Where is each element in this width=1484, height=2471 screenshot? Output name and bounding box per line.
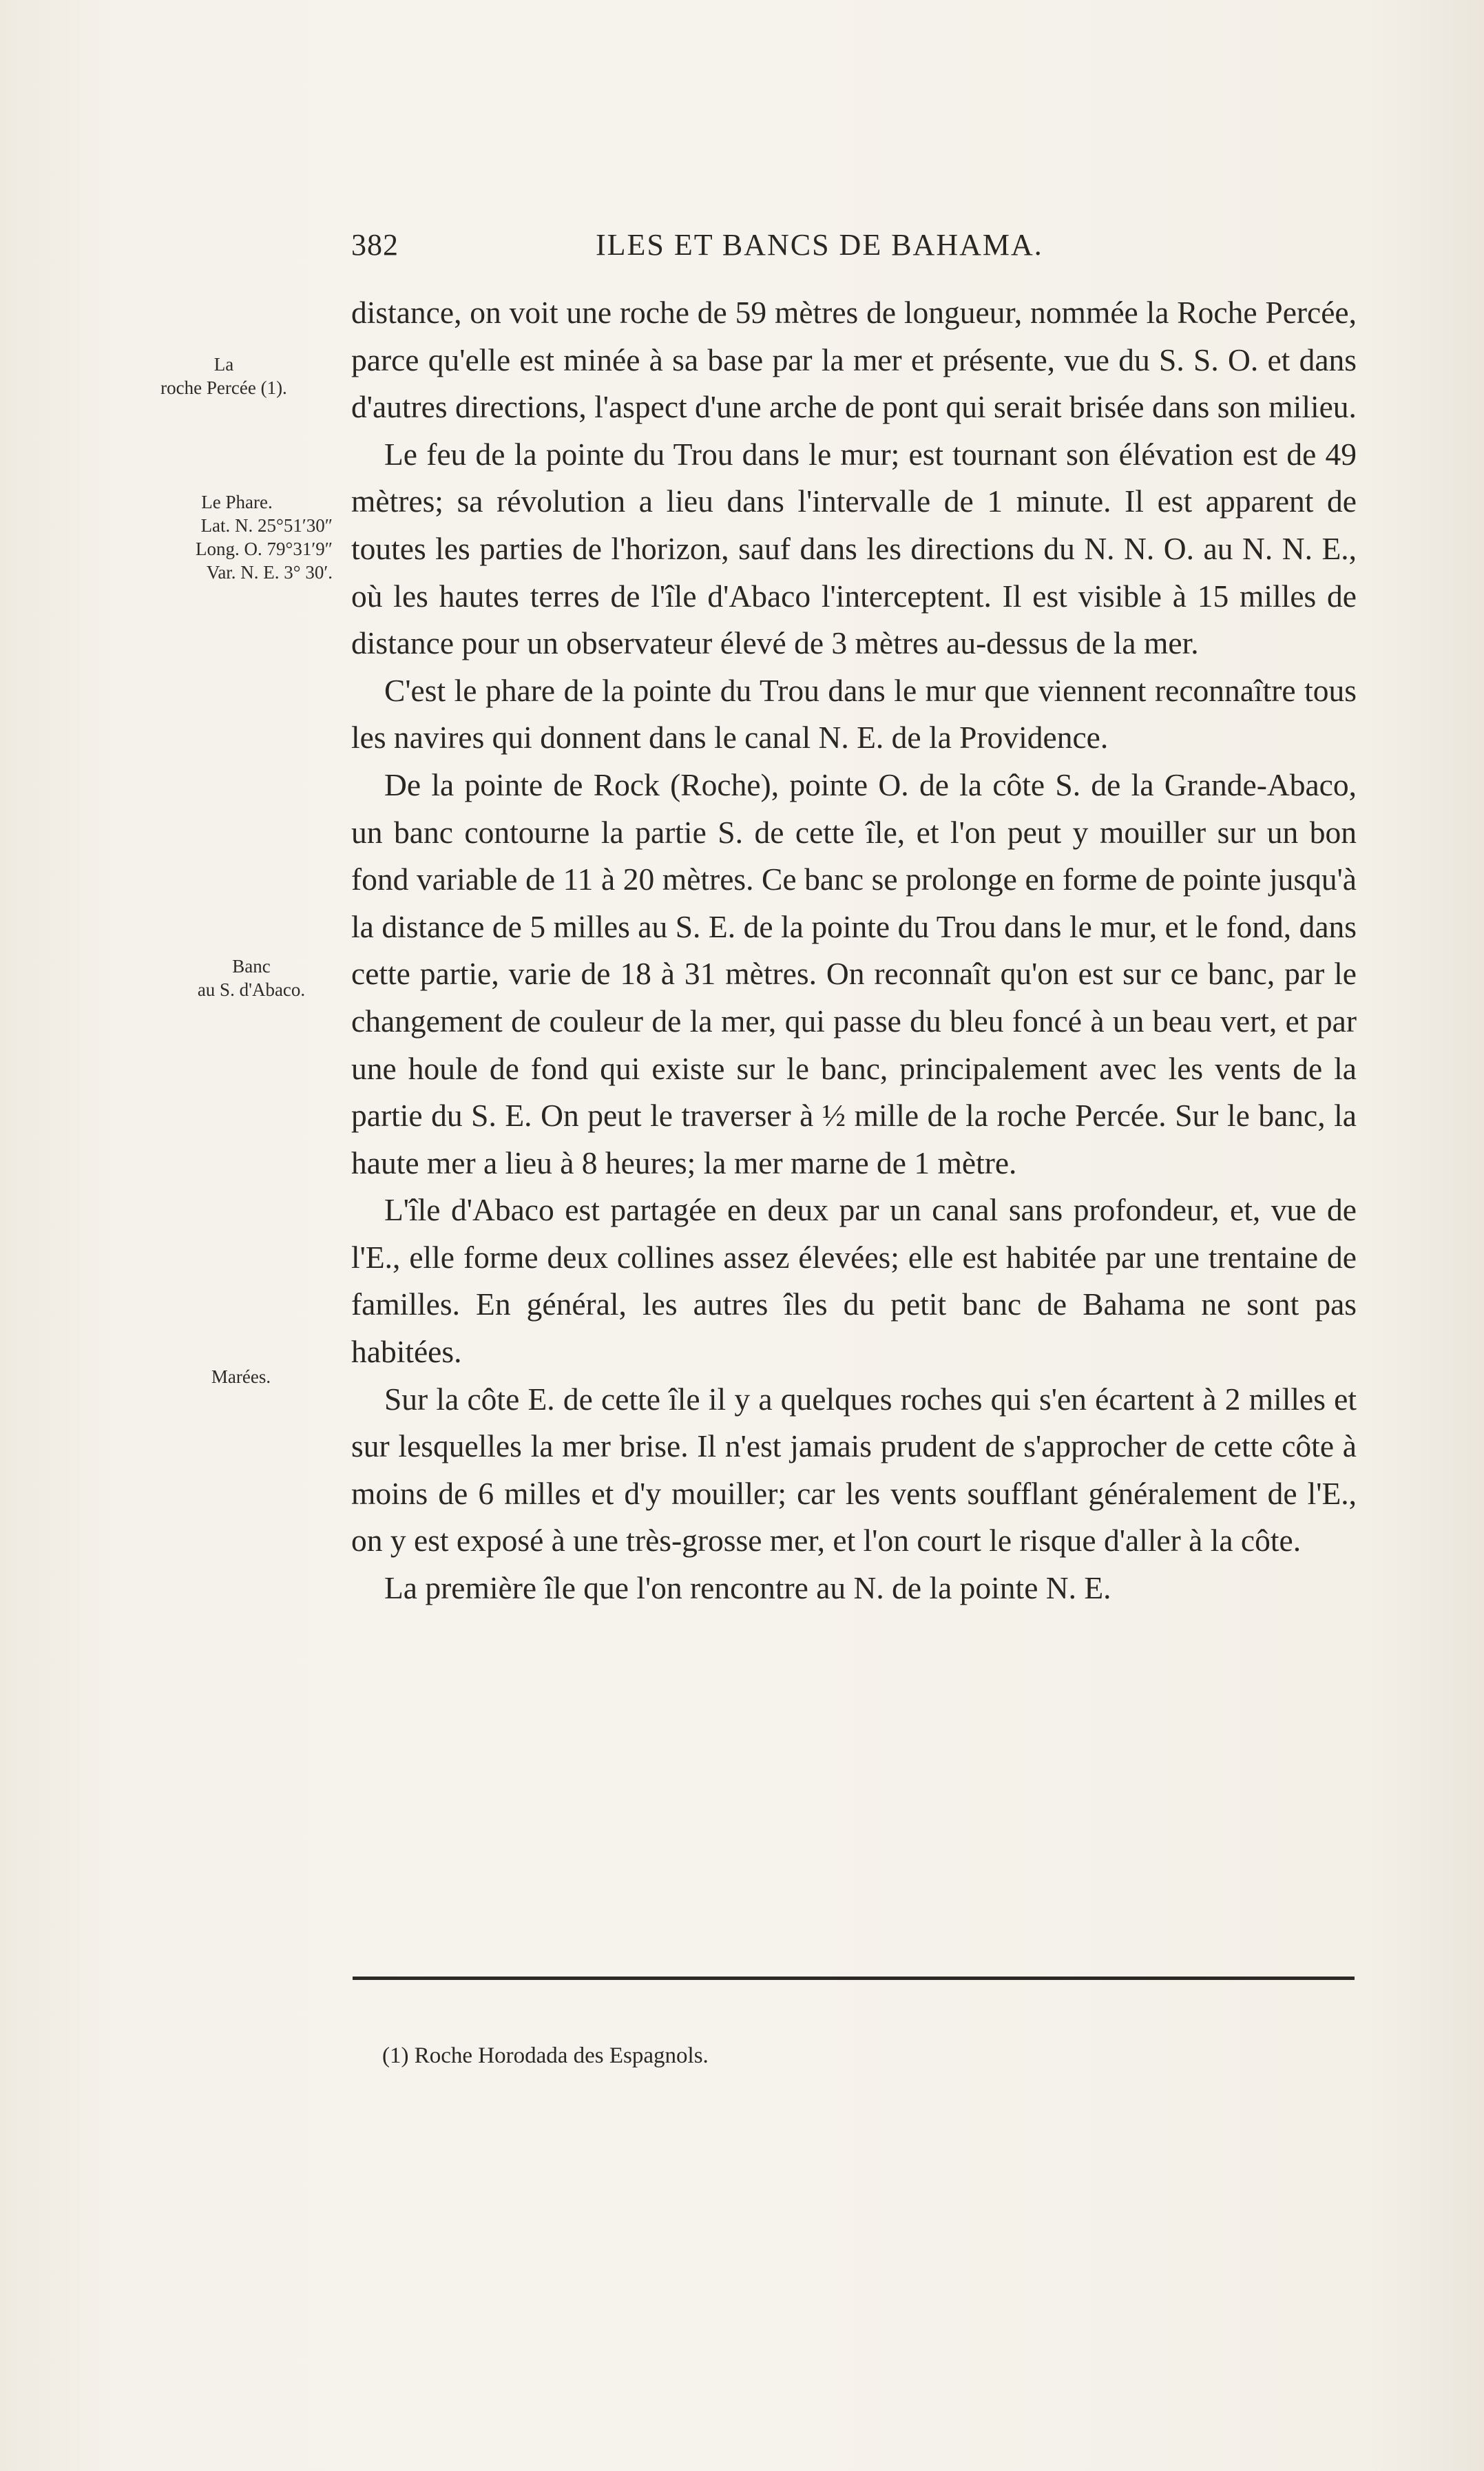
margin-note-marees	[165, 1365, 317, 1388]
page-header	[351, 227, 1353, 275]
paragraph: La première île que l'on rencontre au N. de la pointe N. E.	[384, 1570, 1111, 1606]
margin-note-line: roche Percée (1).	[160, 377, 287, 398]
body-text	[351, 289, 1357, 1612]
margin-note-line: au S. d'Abaco.	[197, 979, 306, 1000]
paragraph: De la pointe de Rock (Roche), pointe O. de la côte S. de la Grande-Abaco, un banc contourne la partie S. de cette île, et l'on peut y mouiller sur un bon fond variable de 11 à 20 mètres. Ce banc se prolonge en forme de pointe jusqu'à la distance de 5 milles au S. E. de la pointe du Trou dans le mur, et le fond, dans cette partie, varie de 18 à 31 mètres. On reconnaît qu'on est sur ce banc, par le changement de couleur de la mer, qui passe du bleu foncé à un beau vert, et par une houle de fond qui existe sur le banc, principalement avec les vents de la partie du S. E. On peut le traverser à ½ mille de la roche Percée. Sur le banc, la haute mer a lieu à 8 heures; la mer marne de 1 mètre.	[351, 767, 1357, 1180]
footnote: (1) Roche Horodada des Espagnols.	[382, 2043, 709, 2068]
margin-note-le-phare	[114, 490, 333, 584]
margin-note-line: Banc	[232, 956, 271, 977]
paragraph: distance, on voit une roche de 59 mètres de longueur, nommée la Roche Percée, parce qu'elle est minée à sa base par la mer et présente, vue du S. S. O. et dans d'autres directions, l'aspect d'une arche de pont qui serait brisée dans son milieu.	[351, 295, 1357, 425]
margin-note-line: La	[213, 354, 234, 375]
running-title: ILES ET BANCS DE BAHAMA.	[596, 228, 1043, 262]
footnote-rule	[353, 1977, 1355, 1980]
margin-note-line: Marées.	[211, 1366, 271, 1387]
margin-note-line: Long. O. 79°31′9″	[196, 539, 333, 559]
margin-note-banc-abaco	[172, 955, 331, 1001]
page-number: 382	[351, 228, 399, 262]
margin-note-line: Le Phare.	[201, 492, 273, 512]
margin-note-roche-percee	[117, 353, 331, 399]
paragraph: Le feu de la pointe du Trou dans le mur; est tournant son élévation est de 49 mètres; sa révolution a lieu dans l'intervalle de 1 minute. Il est apparent de toutes les parties de l'horizon, sauf dans les directions du N. N. O. au N. N. E., où les hautes terres de l'île d'Abaco l'interceptent. Il est visible à 15 milles de distance pour un observateur élevé de 3 mètres au-dessus de la mer.	[351, 436, 1357, 661]
margin-note-line: Var. N. E. 3° 30′.	[206, 562, 333, 583]
paragraph: Sur la côte E. de cette île il y a quelques roches qui s'en écartent à 2 milles et sur lesquelles la mer brise. Il n'est jamais prudent de s'approcher de cette côte à moins de 6 milles et d'y mouiller; car les vents soufflant généralement de l'E., on y est exposé à une très-grosse mer, et l'on court le risque d'aller à la côte.	[351, 1381, 1357, 1558]
paragraph: C'est le phare de la pointe du Trou dans le mur que viennent reconnaître tous les navires qui donnent dans le canal N. E. de la Providence.	[351, 672, 1357, 755]
paragraph: L'île d'Abaco est partagée en deux par un canal sans profondeur, et, vue de l'E., elle forme deux collines assez élevées; elle est habitée par une trentaine de familles. En général, les autres îles du petit banc de Bahama ne sont pas habitées.	[351, 1192, 1357, 1370]
margin-note-line: Lat. N. 25°51′30″	[200, 515, 333, 536]
